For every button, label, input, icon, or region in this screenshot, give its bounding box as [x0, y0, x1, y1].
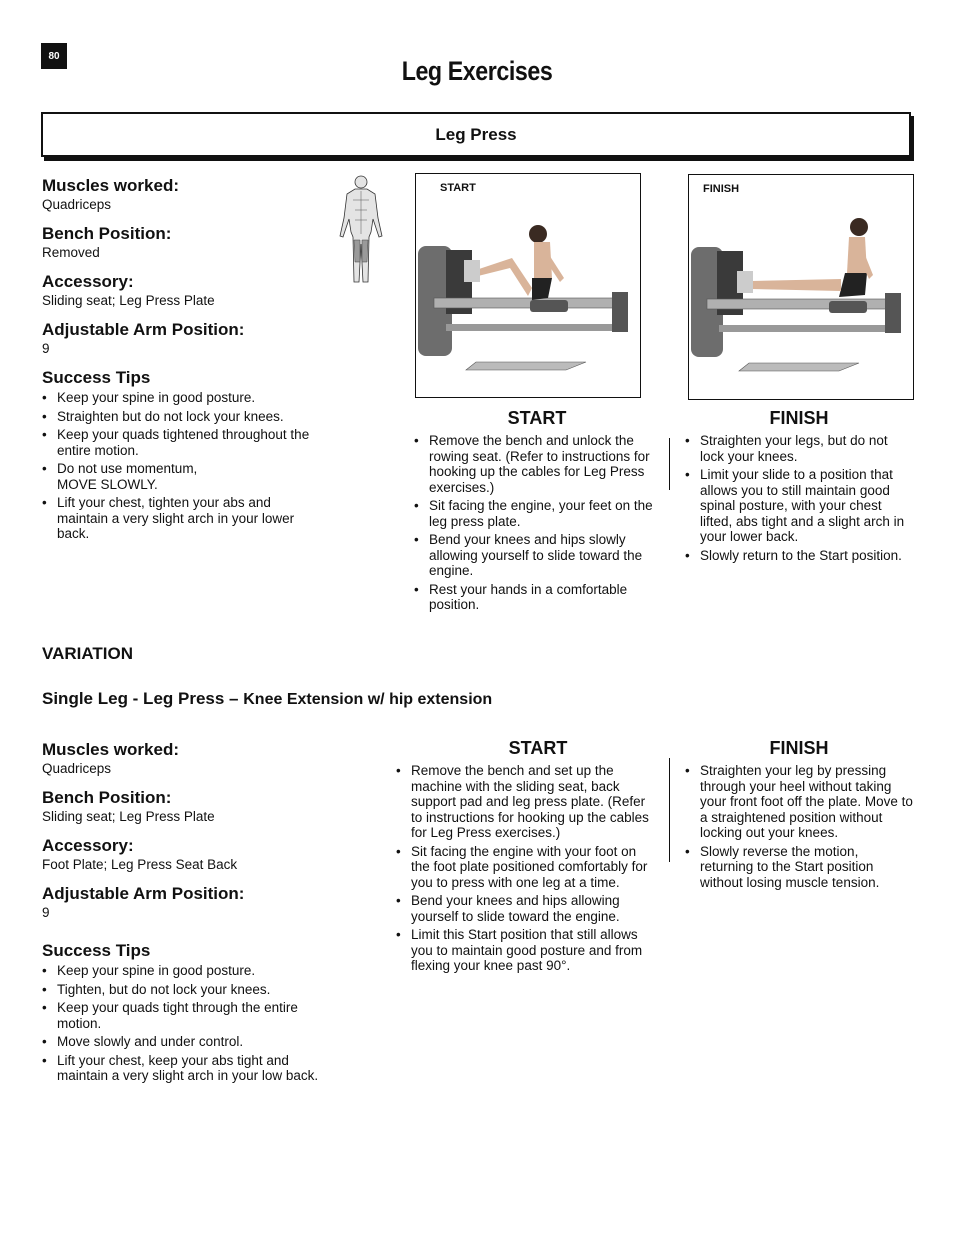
start-photo-label: START [440, 182, 476, 194]
start-heading: START [508, 738, 568, 758]
exercise-name: Leg Press [435, 124, 517, 144]
step-item: • Bend your knees and hips allowing yourself to slide toward the engine. [396, 893, 650, 924]
arm-heading: Adjustable Arm Position: [42, 884, 245, 903]
tip-item: • Keep your spine in good posture. [42, 390, 322, 406]
bench-value: Removed [42, 245, 100, 260]
start-steps [414, 433, 660, 613]
finish-steps [685, 763, 913, 890]
finish-heading: FINISH [769, 408, 829, 428]
tips-list [42, 390, 322, 542]
tip-item: • Keep your quads tightened throughout the entire motion. [42, 427, 322, 458]
column-divider [669, 758, 670, 862]
variation-finish-column [685, 738, 913, 893]
tip-item: • Do not use momentum, MOVE SLOWLY. [42, 461, 322, 492]
finish-heading: FINISH [769, 738, 829, 758]
step-item: • Limit your slide to a position that allows you to still maintain good spinal posture, with your chest lifted, abs tight and a slight arch in your lower back. [685, 467, 913, 545]
finish-steps [685, 433, 913, 563]
step-item: • Straighten your legs, but do not lock your knees. [685, 433, 913, 464]
variation-start-column [396, 738, 650, 977]
finish-column [685, 408, 913, 566]
arm-value: 9 [42, 905, 50, 920]
accessory-heading: Accessory: [42, 836, 134, 855]
step-item: • Bend your knees and hips slowly allowing yourself to slide toward the engine. [414, 532, 660, 579]
step-item: • Remove the bench and set up the machine with the sliding seat, back support pad and leg press plate. (Refer to instructions for hooking up the cables for Leg Press exercises.) [396, 763, 650, 841]
finish-photo-illustration [689, 175, 913, 399]
exercise-info [42, 176, 322, 545]
finish-photo [688, 174, 914, 400]
tip-item: • Keep your quads tight through the entire motion. [42, 1000, 322, 1031]
tips-heading: Success Tips [42, 368, 151, 387]
tip-item: • Tighten, but do not lock your knees. [42, 982, 322, 998]
variation-info [42, 740, 322, 1087]
muscles-value: Quadriceps [42, 197, 112, 212]
tips-list [42, 963, 322, 1084]
tip-item: • Keep your spine in good posture. [42, 963, 322, 979]
tip-item: • Move slowly and under control. [42, 1034, 322, 1050]
step-item: • Sit facing the engine, your feet on the leg press plate. [414, 498, 660, 529]
step-item: • Remove the bench and unlock the rowing seat. (Refer to instructions for hooking up the cables for Leg Press exercises.) [414, 433, 660, 495]
arm-heading: Adjustable Arm Position: [42, 320, 245, 339]
bench-value: Sliding seat; Leg Press Plate [42, 809, 215, 824]
bench-heading: Bench Position: [42, 788, 172, 807]
muscle-figure-icon [334, 174, 388, 286]
arm-value: 9 [42, 341, 50, 356]
start-steps [396, 763, 650, 974]
step-item: • Sit facing the engine with your foot on the foot plate positioned comfortably for you to press with one leg at a time. [396, 844, 650, 891]
muscles-value: Quadriceps [42, 761, 112, 776]
tips-heading: Success Tips [42, 941, 151, 960]
page-number: 80 [41, 43, 67, 69]
page-title: Leg Exercises [401, 56, 553, 86]
variation-subtitle: Knee Extension w/ hip extension [243, 691, 493, 708]
tip-item: • Straighten but do not lock your knees. [42, 409, 322, 425]
tip-item: • Lift your chest, keep your abs tight and maintain a very slight arch in your low back. [42, 1053, 322, 1084]
step-item: • Slowly reverse the motion, returning to the Start position without losing muscle tension. [685, 844, 913, 891]
muscles-heading: Muscles worked: [42, 740, 179, 759]
column-divider [669, 438, 670, 490]
start-photo-illustration [416, 174, 640, 397]
variation-name: Single Leg - Leg Press – [42, 689, 239, 708]
muscles-heading: Muscles worked: [42, 176, 179, 195]
start-heading: START [507, 408, 567, 428]
step-item: • Limit this Start position that still allows you to maintain good posture and from flexing your knee past 90°. [396, 927, 650, 974]
step-item: • Straighten your leg by pressing through your heel without taking your front foot off the plate. Move to a straightened position without locking out your knees. [685, 763, 913, 841]
finish-photo-label: FINISH [703, 183, 740, 195]
tip-item: • Lift your chest, tighten your abs and maintain a very slight arch in your lower back. [42, 495, 322, 542]
start-photo [415, 173, 641, 398]
variation-title [42, 689, 492, 709]
step-item: • Slowly return to the Start position. [685, 548, 913, 564]
step-item: • Rest your hands in a comfortable position. [414, 582, 660, 613]
bench-heading: Bench Position: [42, 224, 172, 243]
accessory-value: Foot Plate; Leg Press Seat Back [42, 857, 238, 872]
variation-label: VARIATION [42, 644, 133, 663]
accessory-value: Sliding seat; Leg Press Plate [42, 293, 215, 308]
accessory-heading: Accessory: [42, 272, 134, 291]
exercise-banner [41, 112, 911, 157]
start-column [414, 408, 660, 616]
